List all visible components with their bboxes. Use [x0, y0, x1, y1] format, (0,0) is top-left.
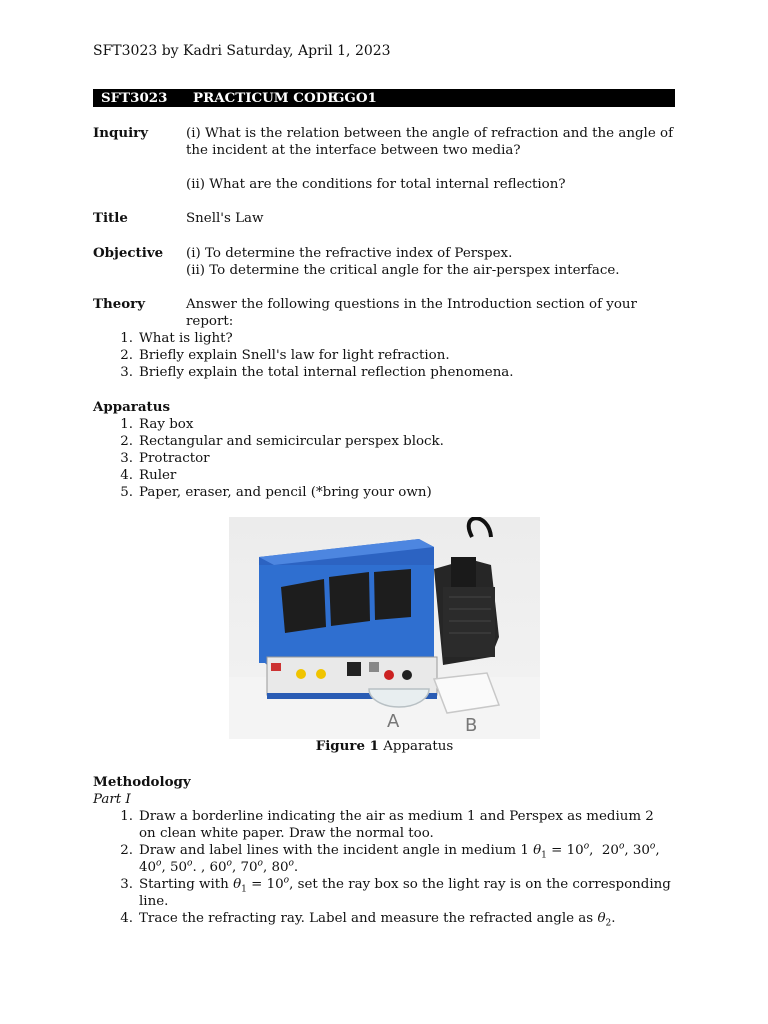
- theory-list: [113, 330, 673, 381]
- figure-caption-text: Apparatus: [383, 739, 454, 754]
- objective-item-1: (i) To determine the refractive index of Perspex.: [186, 246, 513, 261]
- apparatus-list: [113, 416, 673, 501]
- apparatus-illustration: [229, 517, 540, 739]
- block-a-label: A: [387, 711, 400, 732]
- apparatus-photo: [229, 517, 540, 739]
- course-banner: [93, 89, 675, 107]
- block-b-label: B: [465, 715, 478, 736]
- inquiry-question-1: (i) What is the relation between the angle of refraction and the angle of the incident at the interface between two media?: [186, 126, 674, 158]
- theory-intro: Answer the following questions in the Introduction section of your report:: [186, 297, 637, 329]
- slit-plate-1: [281, 579, 326, 633]
- banner-code: GGO1: [333, 90, 377, 106]
- list-item: 1. What is light?: [120, 331, 233, 346]
- list-item: 2. Rectangular and semicircular perspex block.: [120, 434, 444, 449]
- list-item: 4. Trace the refracting ray. Label and measure the refracted angle as $\theta_2$.: [120, 911, 616, 929]
- banner-course: SFT3023: [101, 90, 168, 106]
- list-item: 3. Briefly explain the total internal reflection phenomena.: [120, 365, 514, 380]
- figure-label: Figure 1: [315, 738, 379, 754]
- theory-label: Theory: [93, 296, 145, 312]
- list-item: 2. Draw and label lines with the incident angle in medium 1 $\theta_1 = 10^o$, 20$^o$, 30$^o$, 40$^o$, 50$^o$. , 60$^o$, 70$^o$, 80$^o$.: [120, 841, 660, 875]
- title-label: Title: [93, 210, 128, 226]
- list-item: 4. Ruler: [120, 468, 177, 483]
- objective-item-2: (ii) To determine the critical angle for the air-perspex interface.: [186, 263, 620, 278]
- document-header: SFT3023 by Kadri Saturday, April 1, 2023: [93, 43, 391, 59]
- list-item: 1. Ray box: [120, 417, 194, 432]
- banner-code-label: PRACTICUM CODE: [193, 90, 338, 106]
- list-item: 1. Draw a borderline indicating the air as medium 1 and Perspex as medium 2 on clean white paper. Draw the normal too.: [120, 809, 654, 841]
- inquiry-question-2: (ii) What are the conditions for total internal reflection?: [186, 177, 566, 192]
- figure-caption: [229, 738, 540, 755]
- inquiry-label: Inquiry: [93, 125, 149, 141]
- methodology-list: [113, 808, 673, 927]
- list-item: 3. Protractor: [120, 451, 210, 466]
- slit-plate-2: [329, 572, 370, 626]
- list-item: 5. Paper, eraser, and pencil (*bring your own): [120, 485, 432, 500]
- list-item: 2. Briefly explain Snell's law for light refraction.: [120, 348, 450, 363]
- list-item: 3. Starting with $\theta_1 = 10^o$, set the ray box so the light ray is on the corresponding line.: [120, 875, 671, 909]
- objective-label: Objective: [93, 245, 164, 261]
- methodology-part: Part I: [93, 792, 131, 807]
- apparatus-heading: Apparatus: [93, 399, 170, 415]
- title-value: Snell's Law: [186, 211, 264, 226]
- methodology-heading: Methodology: [93, 774, 191, 790]
- slit-plate-3: [374, 569, 411, 620]
